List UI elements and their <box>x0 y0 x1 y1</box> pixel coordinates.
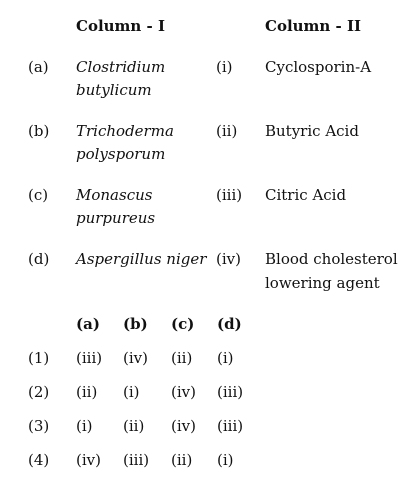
column-1-header: Column - I <box>76 17 166 35</box>
organism-name: Monascus <box>76 186 153 204</box>
row-label: (a) <box>28 58 49 76</box>
option-value: (ii) <box>171 451 193 469</box>
option-number: (2) <box>28 383 50 401</box>
organism-name-cont: purpureus <box>76 209 156 227</box>
organism-name-cont: polysporum <box>76 145 166 163</box>
organism-name-cont: butylicum <box>76 81 152 99</box>
option-value: (iv) <box>171 383 196 401</box>
options-header-a: (a) <box>76 315 100 333</box>
roman-label: (iv) <box>216 250 241 268</box>
option-value: (i) <box>217 451 234 469</box>
option-value: (i) <box>123 383 140 401</box>
product-name: Cyclosporin-A <box>265 58 372 76</box>
column-2-header: Column - II <box>265 17 362 35</box>
option-value: (iii) <box>76 349 103 367</box>
roman-label: (iii) <box>216 186 243 204</box>
option-value: (iv) <box>171 417 196 435</box>
organism-name: Clostridium <box>76 58 166 76</box>
options-header-b: (b) <box>123 315 148 333</box>
option-value: (ii) <box>76 383 98 401</box>
option-number: (3) <box>28 417 50 435</box>
option-value: (i) <box>217 349 234 367</box>
options-header-d: (d) <box>217 315 242 333</box>
option-value: (iv) <box>123 349 148 367</box>
row-label: (b) <box>28 122 50 140</box>
organism-name: Aspergillus niger <box>76 250 207 268</box>
option-value: (i) <box>76 417 93 435</box>
option-value: (ii) <box>171 349 193 367</box>
option-value: (iv) <box>76 451 101 469</box>
product-name: Citric Acid <box>265 186 347 204</box>
roman-label: (ii) <box>216 122 238 140</box>
option-value: (iii) <box>217 417 244 435</box>
row-label: (d) <box>28 250 50 268</box>
option-value: (iii) <box>217 383 244 401</box>
option-value: (ii) <box>123 417 145 435</box>
option-value: (iii) <box>123 451 150 469</box>
product-name: Butyric Acid <box>265 122 359 140</box>
organism-name: Trichoderma <box>76 122 174 140</box>
row-label: (c) <box>28 186 49 204</box>
option-number: (1) <box>28 349 50 367</box>
product-name: Blood cholesterol <box>265 250 398 268</box>
roman-label: (i) <box>216 58 233 76</box>
product-name-cont: lowering agent <box>265 274 380 292</box>
option-number: (4) <box>28 451 50 469</box>
options-header-c: (c) <box>171 315 195 333</box>
